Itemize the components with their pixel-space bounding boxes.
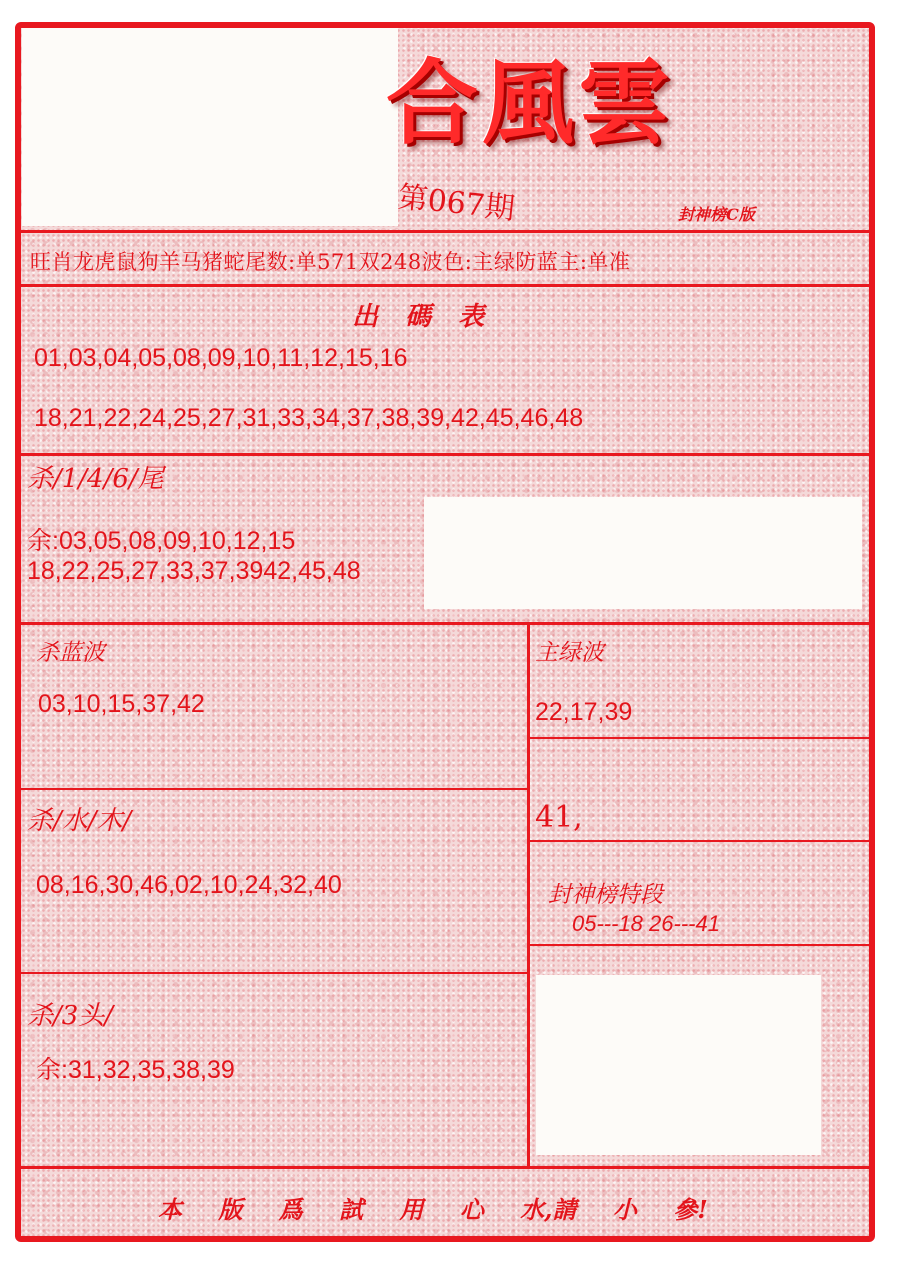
code-table-row-2: 18,21,22,24,25,27,31,33,34,37,38,39,42,45,46,48 [34, 404, 584, 432]
footer-notice: 本 版 爲 試 用 心 水,請 小 參! [158, 1195, 708, 1224]
main-green-numbers: 22,17,39 [535, 698, 633, 726]
divider-right-2 [528, 840, 869, 842]
info-line: 旺肖龙虎鼠狗羊马猪蛇尾数:单571双248波色:主绿防蓝主:单准 [30, 250, 631, 274]
kill-head-label: 杀/3头/ [27, 1001, 114, 1031]
divider-info [21, 284, 869, 287]
blank-logo-area [22, 28, 398, 226]
divider-tail [21, 622, 869, 625]
divider-header [21, 230, 869, 233]
divider-right-1 [528, 737, 869, 739]
kill-blue-numbers: 03,10,15,37,42 [38, 690, 205, 718]
special-section-label: 封神榜特段 [548, 882, 663, 908]
kill-head-remain: 余:31,32,35,38,39 [36, 1056, 235, 1084]
divider-column [527, 622, 530, 1169]
kill-tail-remain-2: 18,22,25,27,33,37,3942,45,48 [27, 557, 361, 585]
blank-area-tail [424, 497, 862, 609]
page-title: 合風雲 [386, 49, 675, 157]
issue-number: 第067期 [396, 179, 517, 228]
kill-water-wood-label: 杀/水/木/ [27, 806, 132, 836]
blank-area-bottom-right [536, 975, 821, 1155]
main-green-label: 主绿波 [535, 640, 604, 666]
code-table-title: 出 碼 表 [352, 302, 485, 332]
divider-footer [21, 1166, 869, 1169]
kill-blue-label: 杀蓝波 [36, 640, 105, 666]
code-table-row-1: 01,03,04,05,08,09,10,11,12,15,16 [34, 344, 408, 372]
kill-tail-remain-1: 余:03,05,08,09,10,12,15 [27, 527, 296, 555]
edition-label: 封神榜C版 [678, 205, 755, 224]
kill-water-wood-numbers: 08,16,30,46,02,10,24,32,40 [36, 871, 342, 899]
kill-tail-label: 杀/1/4/6/尾 [27, 464, 164, 494]
divider-left-2 [21, 972, 528, 974]
single-number: 41, [535, 800, 583, 835]
divider-table [21, 453, 869, 456]
divider-left-1 [21, 788, 528, 790]
divider-right-3 [528, 944, 869, 946]
special-section-value: 05---18 26---41 [572, 911, 720, 936]
